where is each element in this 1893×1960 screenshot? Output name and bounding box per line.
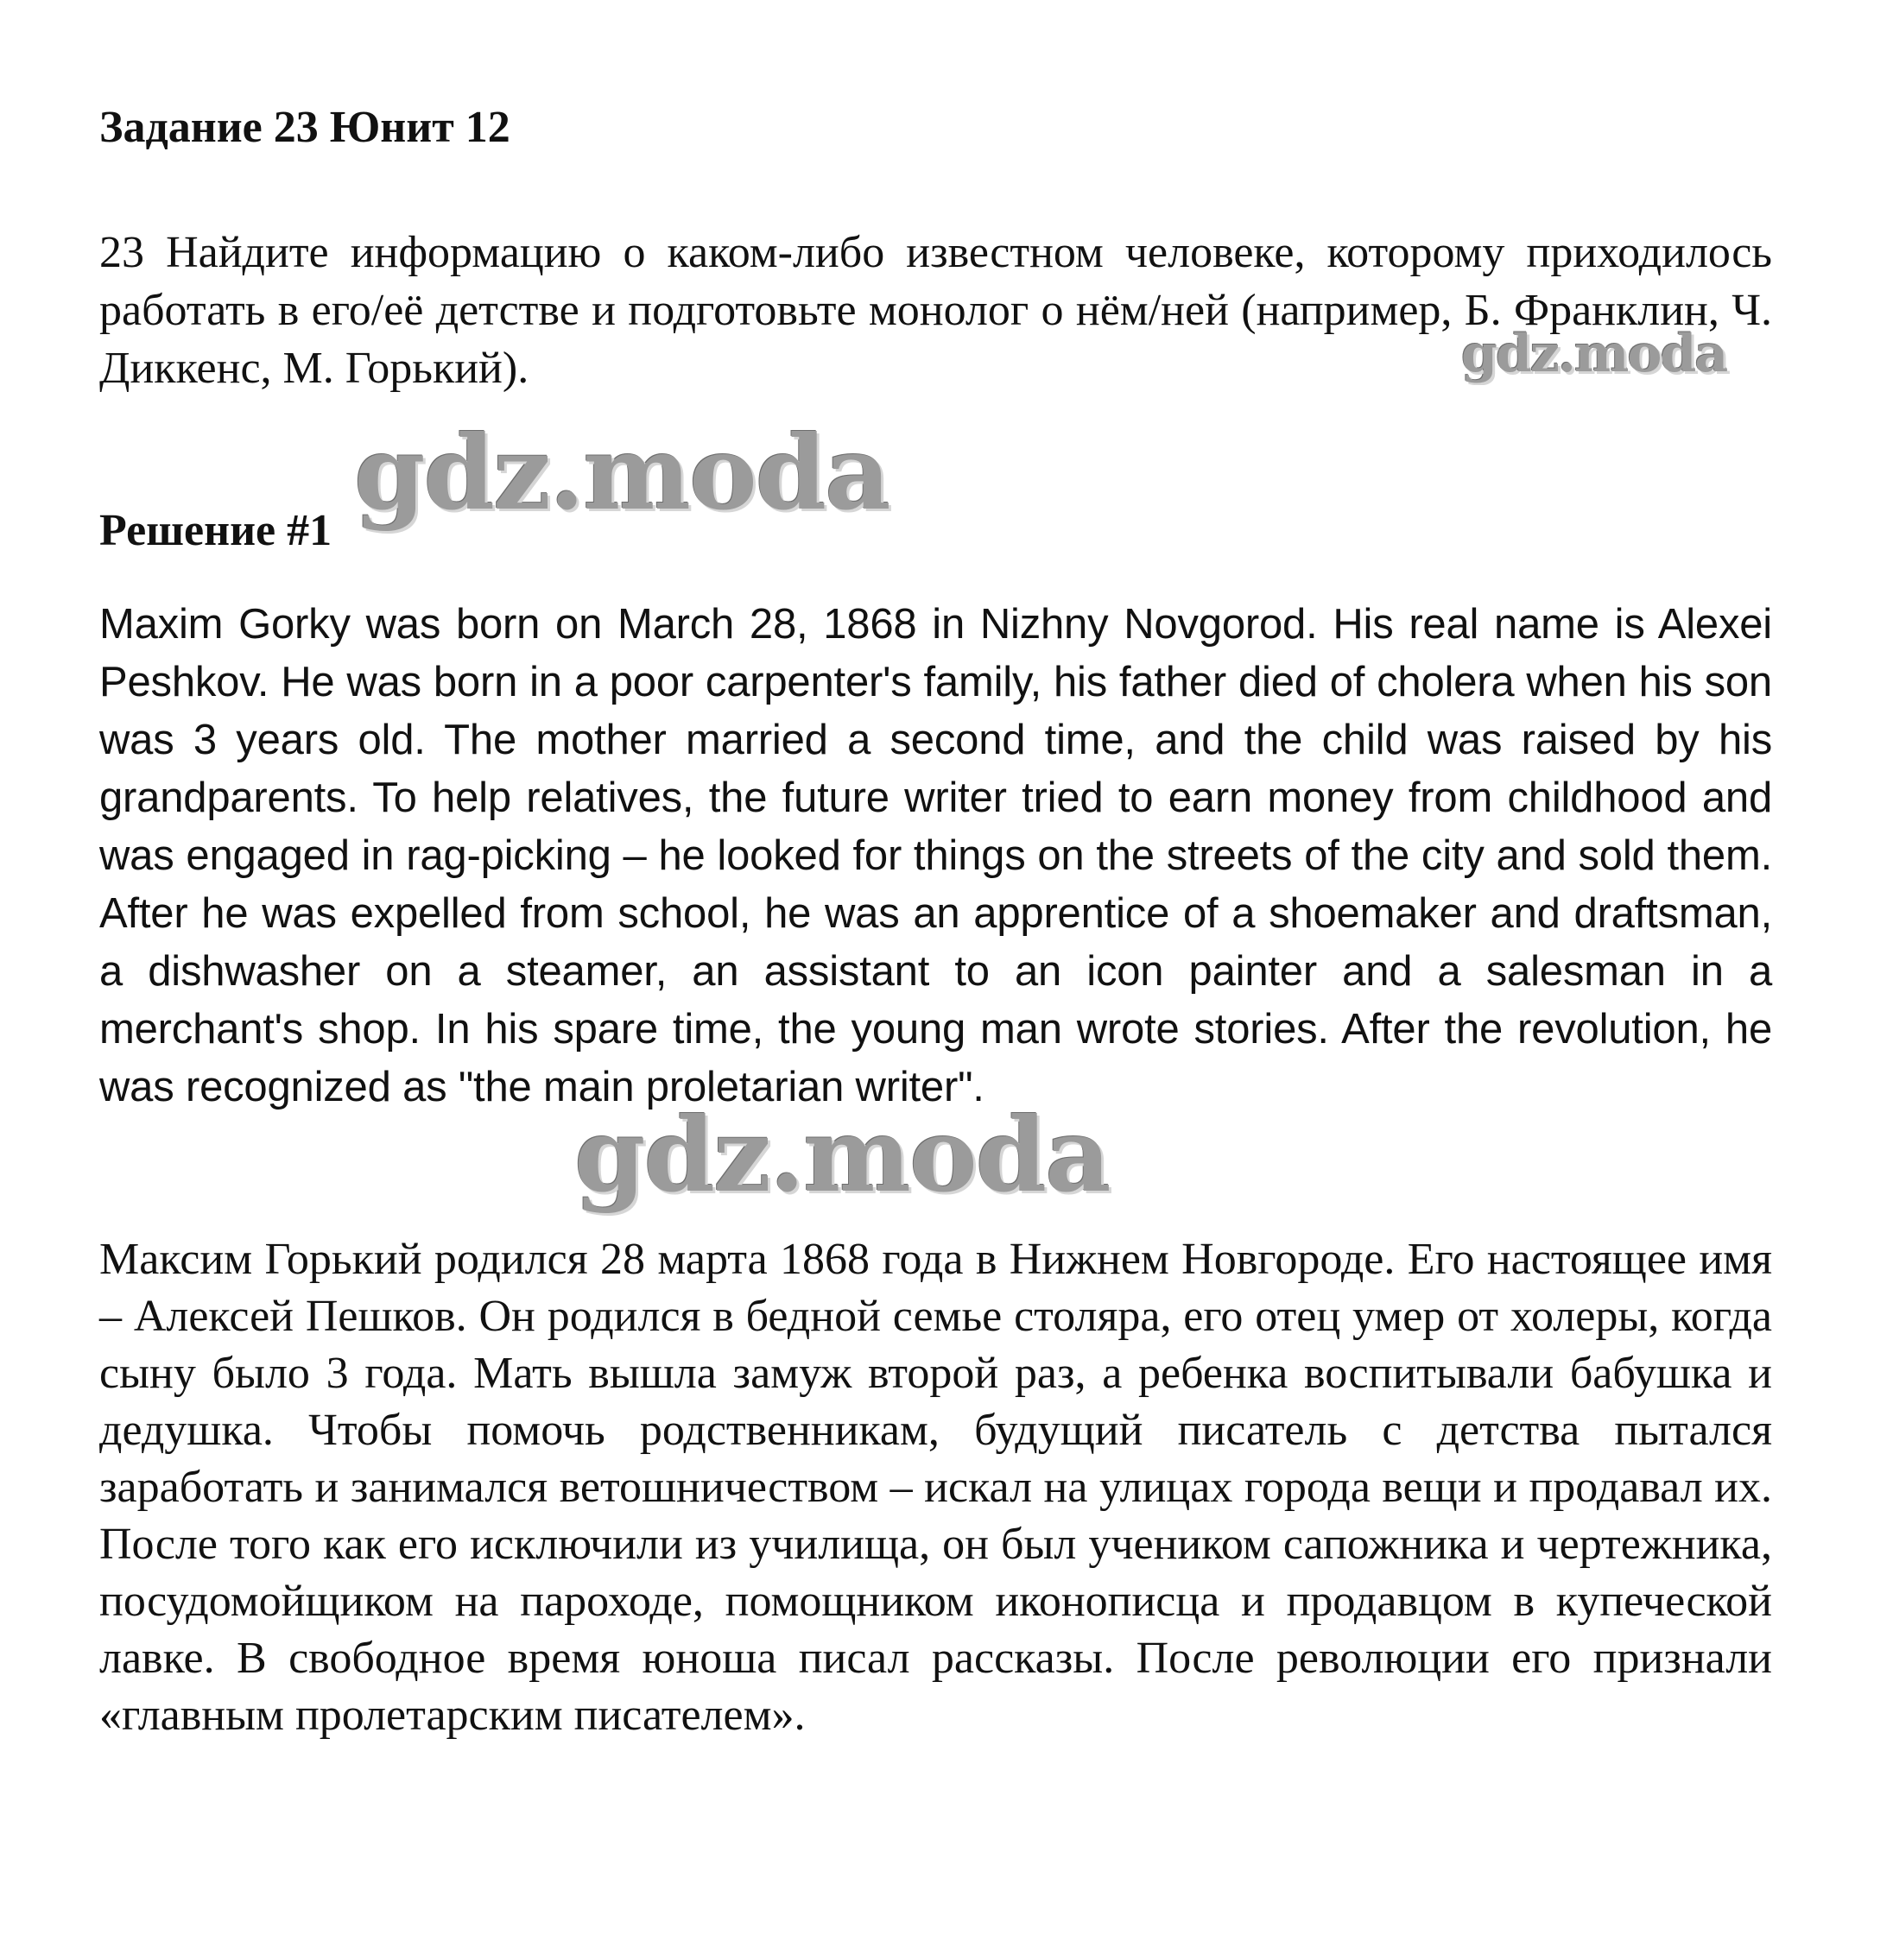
watermark-middle: gdz.moda bbox=[574, 1095, 1110, 1215]
solution-heading: Решение #1 bbox=[99, 506, 332, 555]
watermark-top-right: gdz.moda bbox=[1461, 324, 1727, 384]
task-description: 23 Найдите информацию о каком-либо известном человеке, которому приходилось работать в его/её детстве и подготовьте монолог о нём/ней (например, Б. Франклин, Ч. Диккенс, М. Горький). bbox=[99, 228, 1772, 393]
watermark-heading: gdz.moda bbox=[354, 413, 890, 533]
page-title: Задание 23 Юнит 12 bbox=[99, 103, 510, 152]
solution-russian-paragraph: Максим Горький родился 28 марта 1868 года в Нижнем Новгороде. Его настоящее имя – Алексей Пешков. Он родился в бедной семье столяра, его отец умер от холеры, когда сыну было 3 года. Мать вышла замуж второй раз, а ребенка воспитывали бабушка и дедушка. Чтобы помочь родственникам, будущий писатель с детства пытался заработать и занимался ветошничеством – искал на улицах города вещи и продавал их. После того как его исключили из училища, он был учеником сапожника и чертежника, посудомойщиком на пароходе, помощником иконописца и продавцом в купеческой лавке. В свободное время юноша писал рассказы. После революции его признали «главным пролетарским писателем». bbox=[99, 1235, 1772, 1740]
solution-english-paragraph: Maxim Gorky was born on March 28, 1868 in Nizhny Novgorod. His real name is Alexei Peshkov. He was born in a poor carpenter's family, his father died of cholera when his son was 3 years old. The mother married a second time, and the child was raised by his grandparents. To help relatives, the future writer tried to earn money from childhood and was engaged in rag-picking – he looked for things on the streets of the city and sold them. After he was expelled from school, he was an apprentice of a shoemaker and draftsman, a dishwasher on a steamer, an assistant to an icon painter and a salesman in a merchant's shop. In his spare time, the young man wrote stories. After the revolution, he was recognized as "the main proletarian writer". bbox=[99, 601, 1772, 1110]
